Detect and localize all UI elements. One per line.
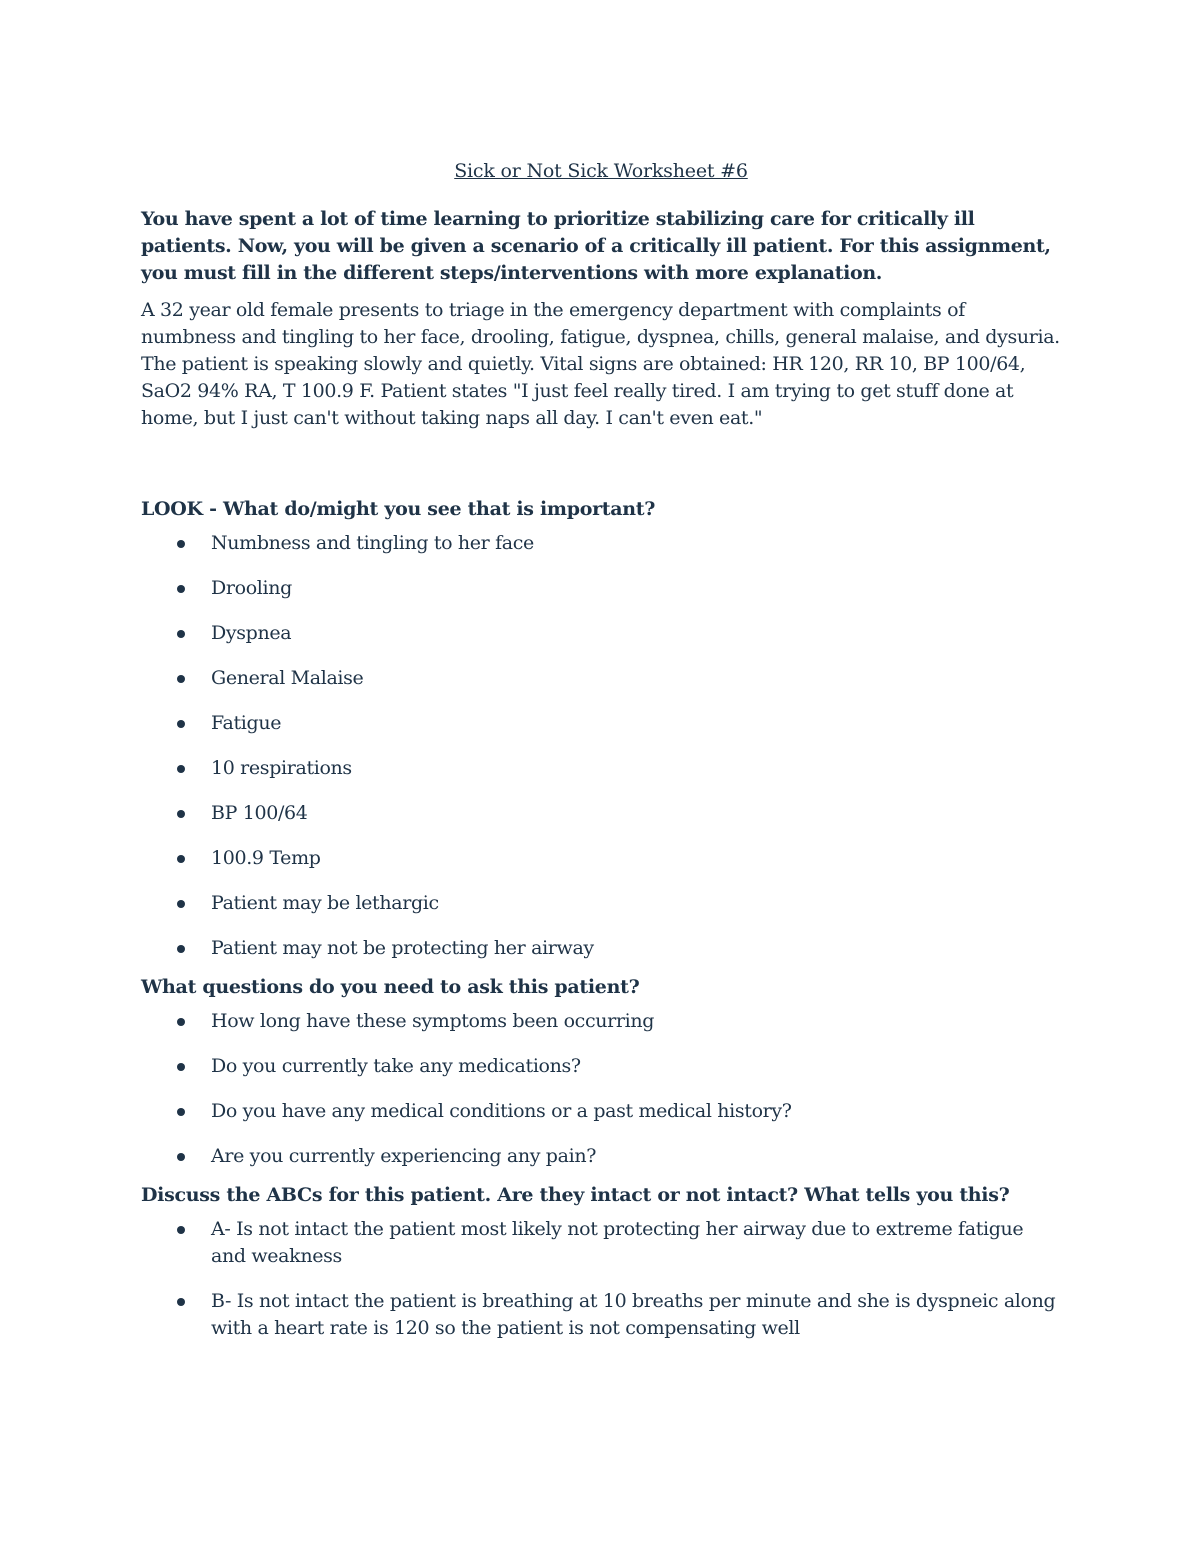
- list-item: [141, 575, 1061, 602]
- list-item-text: BP 100/64: [211, 802, 308, 824]
- list-item-text: 100.9 Temp: [211, 847, 321, 869]
- bullet-icon: [177, 675, 185, 683]
- list-item-text: Do you currently take any medications?: [211, 1055, 581, 1077]
- list-item: [141, 1216, 1061, 1270]
- list-item-text: 10 respirations: [211, 757, 352, 779]
- list-item-text: B- Is not intact the patient is breathing at 10 breaths per minute and she is dyspneic along with a heart rate is 120 so the patient is not compensating well: [211, 1290, 1056, 1339]
- bullet-icon: [177, 1153, 185, 1161]
- list-item: [141, 620, 1061, 647]
- list-item-text: A- Is not intact the patient most likely not protecting her airway due to extreme fatigue and weakness: [211, 1218, 1024, 1267]
- bullet-icon: [177, 855, 185, 863]
- bullet-icon: [177, 585, 185, 593]
- list-item-text: Patient may be lethargic: [211, 892, 439, 914]
- list-item: [141, 1053, 1061, 1080]
- list-item-text: General Malaise: [211, 667, 364, 689]
- list-item: [141, 1008, 1061, 1035]
- scenario-paragraph: A 32 year old female presents to triage in the emergency department with complaints of numbness and tingling to her face, drooling, fatigue, dyspnea, chills, general malaise, and dysuria. The patient is speaking slowly and quietly. Vital signs are obtained: HR 120, RR 10, BP 100/64, SaO2 94% RA, T 100.9 F. Patient states "I just feel really tired. I am trying to get stuff done at home, but I just can't without taking naps all day. I can't even eat.": [141, 299, 1060, 429]
- bullet-icon: [177, 900, 185, 908]
- intro-paragraph: You have spent a lot of time learning to prioritize stabilizing care for critically ill patients. Now, you will be given a scenario of a critically ill patient. For this assignment, you must fill in the different steps/interventions with more explanation.: [141, 208, 1051, 284]
- list-item-text: Do you have any medical conditions or a past medical history?: [211, 1100, 792, 1122]
- list-item-text: Fatigue: [211, 712, 282, 734]
- bullet-icon: [177, 1226, 185, 1234]
- bullet-icon: [177, 540, 185, 548]
- list-item: [141, 755, 1061, 782]
- list-item-text: Patient may not be protecting her airway: [211, 937, 594, 959]
- list-item-text: Numbness and tingling to her face: [211, 532, 534, 554]
- list-item: [141, 710, 1061, 737]
- list-item: [141, 1098, 1061, 1125]
- questions-list: [141, 1008, 1061, 1170]
- list-item: [141, 890, 1061, 917]
- questions-heading: What questions do you need to ask this patient?: [141, 976, 640, 998]
- list-item-text: Are you currently experiencing any pain?: [211, 1145, 597, 1167]
- list-item: [141, 530, 1061, 557]
- list-item: [141, 665, 1061, 692]
- bullet-icon: [177, 765, 185, 773]
- list-item-text: Drooling: [211, 577, 292, 599]
- bullet-icon: [177, 1018, 185, 1026]
- look-list: [141, 530, 1061, 962]
- list-item-text: How long have these symptoms been occurring: [211, 1010, 655, 1032]
- bullet-icon: [177, 1063, 185, 1071]
- bullet-icon: [177, 630, 185, 638]
- worksheet-title: Sick or Not Sick Worksheet #6: [454, 160, 748, 182]
- bullet-icon: [177, 1108, 185, 1116]
- bullet-icon: [177, 945, 185, 953]
- list-item: [141, 845, 1061, 872]
- bullet-icon: [177, 1298, 185, 1306]
- abcs-list: [141, 1216, 1061, 1342]
- list-item-text: Dyspnea: [211, 622, 292, 644]
- bullet-icon: [177, 810, 185, 818]
- look-heading: LOOK - What do/might you see that is important?: [141, 498, 656, 520]
- bullet-icon: [177, 720, 185, 728]
- list-item: [141, 1143, 1061, 1170]
- abcs-heading: Discuss the ABCs for this patient. Are they intact or not intact? What tells you this?: [141, 1184, 1010, 1206]
- list-item: [141, 1288, 1061, 1342]
- list-item: [141, 800, 1061, 827]
- list-item: [141, 935, 1061, 962]
- document-content: [141, 156, 1061, 1342]
